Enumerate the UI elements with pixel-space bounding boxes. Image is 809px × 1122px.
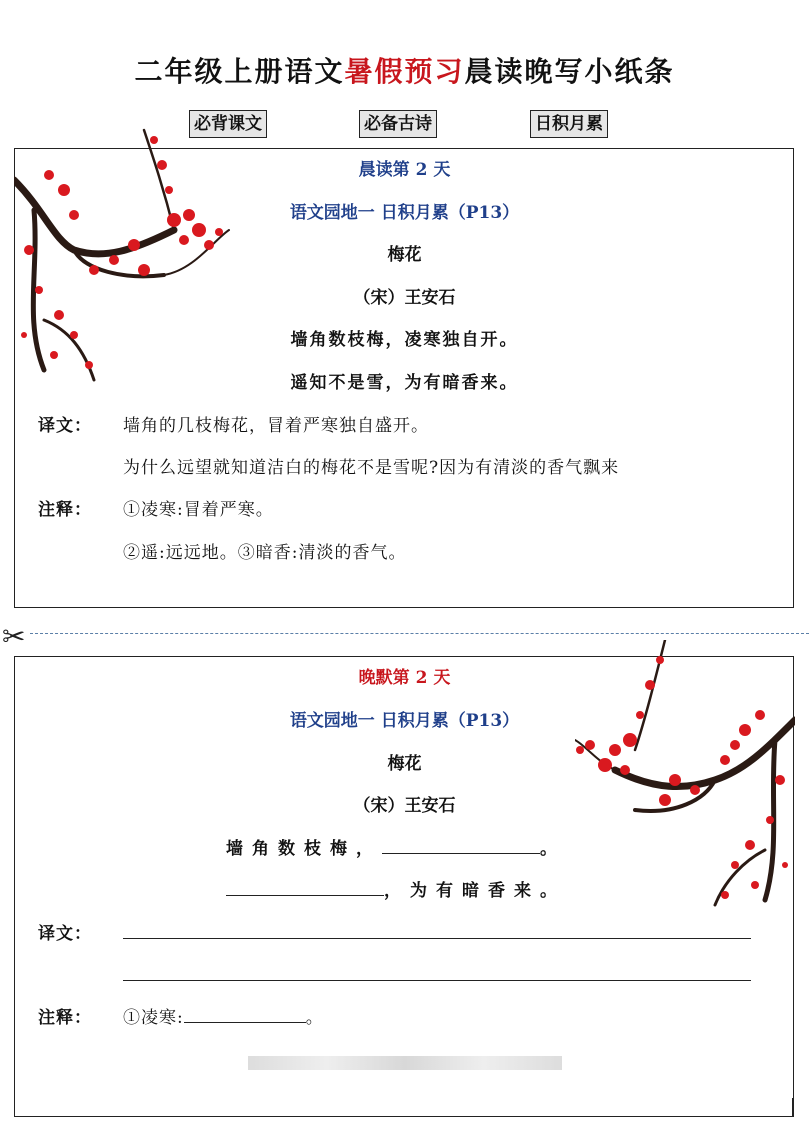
tab-ancient-poems[interactable]: 必备古诗 (359, 110, 437, 138)
evening-author: （宋）王安石 (353, 796, 456, 816)
note1-end: 。 (305, 1008, 324, 1028)
title-part3: 晨读晚写小纸条 (464, 55, 675, 88)
morning-poem-title: 梅花 (387, 245, 422, 265)
card-right-edge-lower (792, 1098, 793, 1116)
morning-translation-2: 为什么远望就知道洁白的梅花不是雪呢?因为有清淡的香气飘来 (123, 458, 620, 478)
title-part1: 二年级上册语文 (134, 55, 345, 88)
morning-source: 语文园地一 日积月累（P13） (289, 203, 520, 223)
line1-text: 墙角数枝梅， (226, 839, 382, 859)
morning-translation-1: 墙角的几枝梅花，冒着严寒独自盛开。 (123, 416, 429, 436)
cut-line (30, 633, 809, 634)
evening-poem-line1 (226, 834, 558, 859)
morning-poem-line1: 墙角数枝梅，凌寒独自开。 (290, 330, 519, 350)
evening-source: 语文园地一 日积月累（P13） (289, 711, 520, 731)
title-part2: 暑假预习 (344, 55, 465, 88)
card-left-edge-lower (14, 1098, 15, 1116)
evening-poem-title: 梅花 (387, 754, 422, 774)
morning-note-2: ②遥:远远地。③暗香:清淡的香气。 (123, 543, 407, 563)
note1-blank[interactable] (184, 1006, 306, 1023)
tab-recite-texts[interactable]: 必背课文 (189, 110, 267, 138)
morning-notes-label: 注释： (38, 500, 92, 520)
evening-translation-label: 译文： (38, 924, 92, 944)
morning-author: （宋）王安石 (353, 288, 456, 308)
translation-answer-line-2[interactable] (123, 980, 751, 981)
translation-answer-line-1[interactable] (123, 938, 751, 939)
morning-note-1: ①凌寒:冒着严寒。 (123, 500, 274, 520)
line2-blank[interactable] (226, 879, 384, 896)
line2-text: ，为有暗香来。 (384, 881, 566, 901)
evening-notes-label: 注释： (38, 1008, 92, 1028)
note1-text: ①凌寒: (123, 1008, 184, 1028)
page-title (0, 50, 809, 90)
line1-blank[interactable] (382, 837, 540, 854)
morning-translation-label: 译文： (38, 416, 92, 436)
morning-poem-line2: 遥知不是雪，为有暗香来。 (290, 373, 519, 393)
evening-note-1 (123, 1003, 324, 1028)
tab-daily-accumulation[interactable]: 日积月累 (530, 110, 608, 138)
evening-day-title: 晚默第 2 天 (358, 668, 451, 688)
blurred-watermark (248, 1056, 562, 1070)
scissors-icon: ✂ (2, 620, 26, 653)
line1-end: 。 (540, 839, 558, 859)
card-bottom-edge (14, 1116, 794, 1117)
evening-poem-line2 (226, 876, 566, 901)
morning-day-title: 晨读第 2 天 (358, 160, 451, 180)
